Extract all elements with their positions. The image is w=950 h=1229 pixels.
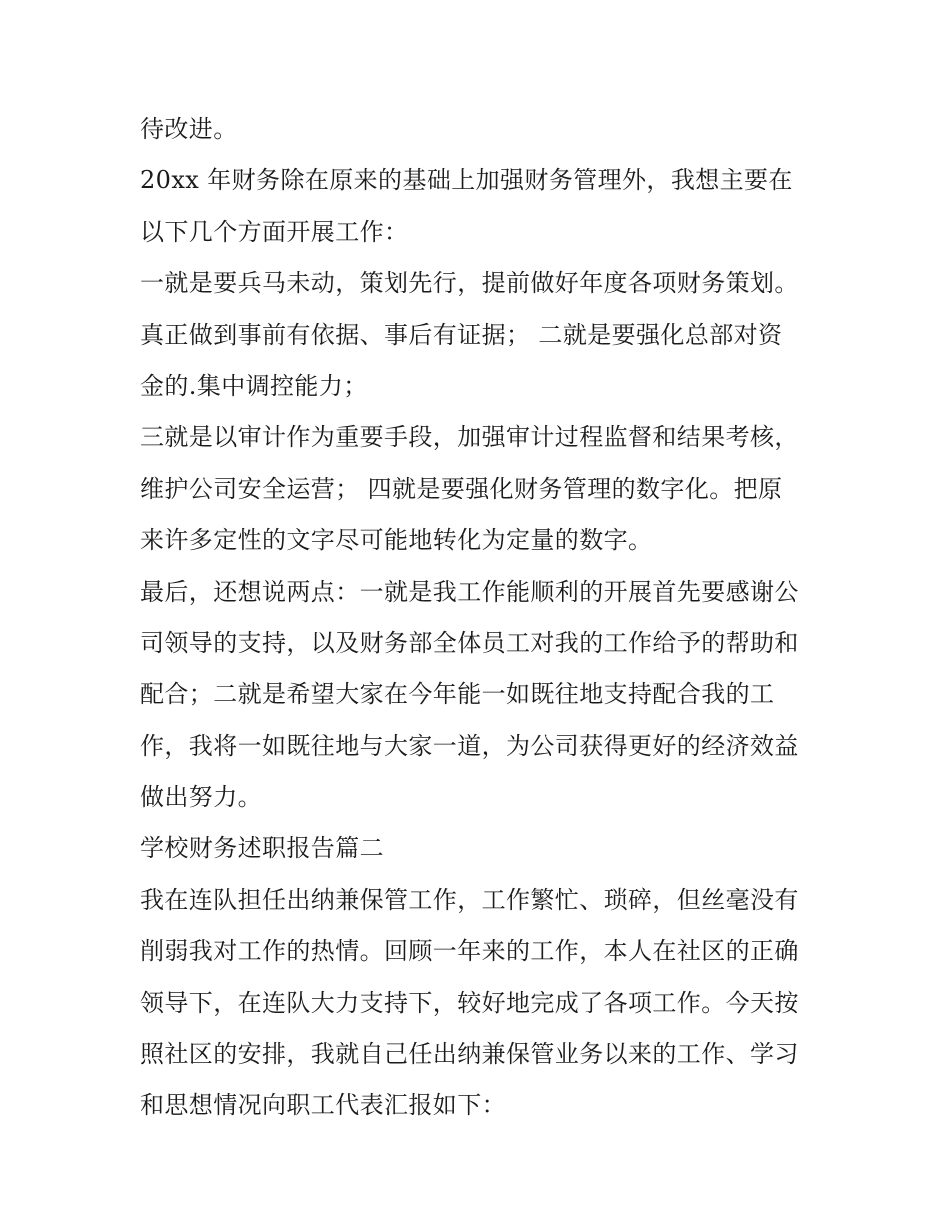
text-line: 以下几个方面开展工作：: [140, 217, 409, 246]
text-line: 司领导的支持，以及财务部全体员工对我的工作给予的帮助和: [140, 628, 799, 657]
text-line: 做出努力。: [140, 783, 262, 812]
text-line: 削弱我对工作的热情。回顾一年来的工作，本人在社区的正确: [140, 937, 799, 966]
text-line: 真正做到事前有依据、事后有证据； 二就是要强化总部对资: [140, 320, 783, 349]
text-line: 照社区的安排，我就自己任出纳兼保管业务以来的工作、学习: [140, 1040, 799, 1069]
text-line: 三就是以审计作为重要手段，加强审计过程监督和结果考核，: [140, 423, 799, 452]
document-body: [140, 104, 820, 1132]
text-line: 金的.集中调控能力；: [140, 371, 368, 400]
text-line: 维护公司安全运营； 四就是要强化财务管理的数字化。把原: [140, 474, 783, 503]
text-line: 20xx 年财务除在原来的基础上加强财务管理外，我想主要在: [140, 166, 793, 195]
text-line: 作，我将一如既往地与大家一道，为公司获得更好的经济效益: [140, 731, 799, 760]
text-line: 最后，还想说两点：一就是我工作能顺利的开展首先要感谢公: [140, 577, 799, 606]
text-line: 和思想情况向职工代表汇报如下：: [140, 1091, 506, 1120]
text-line: 配合；二就是希望大家在今年能一如既往地支持配合我的工: [140, 680, 775, 709]
text-line: 来许多定性的文字尽可能地转化为定量的数字。: [140, 526, 653, 555]
text-line: 一就是要兵马未动，策划先行，提前做好年度各项财务策划。: [140, 269, 799, 298]
text-line: 我在连队担任出纳兼保管工作，工作繁忙、琐碎，但丝毫没有: [140, 885, 799, 914]
text-line: 待改进。: [140, 115, 238, 143]
section-heading: 学校财务述职报告篇二: [140, 834, 384, 863]
text-line: 领导下，在连队大力支持下，较好地完成了各项工作。今天按: [140, 988, 799, 1017]
